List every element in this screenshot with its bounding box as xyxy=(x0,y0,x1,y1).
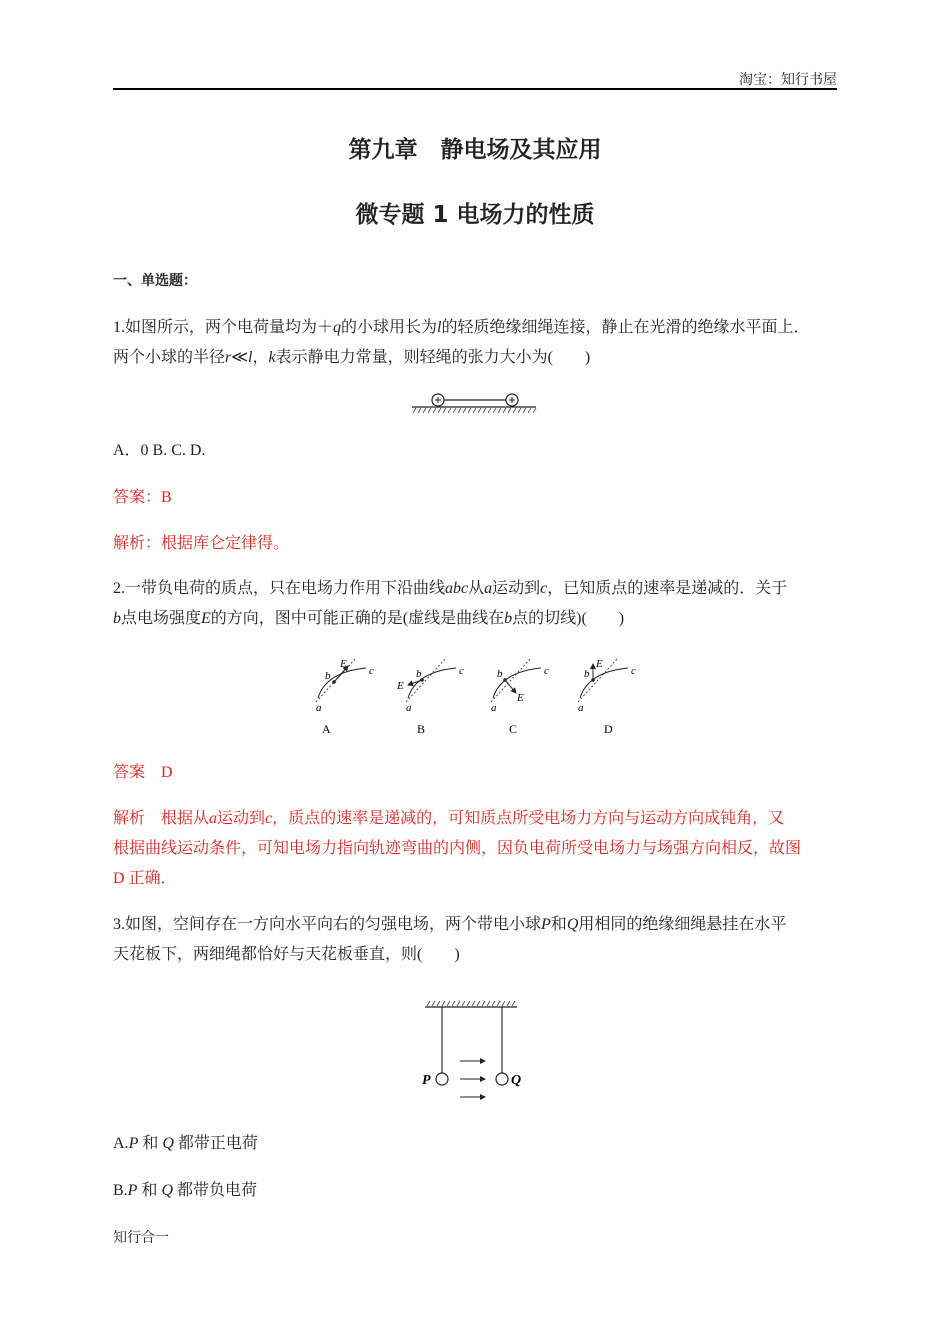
q3-field-arrows xyxy=(460,1061,485,1097)
svg-text:b: b xyxy=(416,668,422,680)
svg-text:b: b xyxy=(325,670,331,682)
q2-panel-b xyxy=(396,658,464,736)
q1-figure xyxy=(410,390,540,414)
q3-figure xyxy=(415,997,535,1107)
q2-figure xyxy=(300,650,650,742)
svg-text:E: E xyxy=(397,680,404,692)
q1-stem: 1.如图所示，两个电荷量均为＋q的小球用长为l的轻质绝缘细绳连接，静止在光滑的绝缘水平面上． 两个小球的半径r≪l，k表示静电力常量，则轻绳的张力大小为( ) xyxy=(113,319,810,366)
header-shop: 淘宝：知行书屋 xyxy=(739,72,837,88)
q1-analysis: 解析：根据库仑定律得。 xyxy=(113,535,290,552)
svg-text:c: c xyxy=(369,665,374,677)
svg-text:A: A xyxy=(322,722,331,736)
svg-text:b: b xyxy=(584,668,590,680)
q1-answer: 答案：B xyxy=(113,489,172,506)
q3-option-b: B.P 和 Q 都带负电荷 xyxy=(113,1182,258,1199)
q2-stem: 2.一带负电荷的质点，只在电场力作用下沿曲线abc从a运动到c，已知质点的速率是递减的．关于 b点电场强度E的方向，图中可能正确的是(虚线是曲线在b点的切线)( ) xyxy=(113,580,788,627)
svg-text:E: E xyxy=(517,692,524,704)
svg-text:c: c xyxy=(544,665,549,677)
svg-text:b: b xyxy=(497,668,503,680)
svg-text:a: a xyxy=(406,702,412,714)
svg-text:a: a xyxy=(316,702,322,714)
footer-text: 知行合一 xyxy=(113,1230,169,1246)
svg-text:a: a xyxy=(578,702,584,714)
q2-panel-c xyxy=(491,658,549,736)
q2-answer: 答案 D xyxy=(113,764,173,781)
q2-panel-d xyxy=(578,658,636,736)
svg-text:c: c xyxy=(631,665,636,677)
q3-ball-p xyxy=(436,1073,448,1085)
svg-text:a: a xyxy=(491,702,497,714)
q3-ball-q xyxy=(496,1073,508,1085)
svg-text:B: B xyxy=(417,722,426,736)
topic-title: 微专题 1 电场力的性质 xyxy=(355,202,595,228)
svg-text:D: D xyxy=(604,722,613,736)
q2-panel-a xyxy=(316,658,374,736)
svg-text:E: E xyxy=(596,658,603,670)
section-heading: 一、单选题： xyxy=(113,273,197,289)
chapter-title: 第九章 静电场及其应用 xyxy=(348,137,602,163)
q1-options: A．0 B. C. D. xyxy=(113,442,206,459)
svg-text:C: C xyxy=(509,722,518,736)
header-rule xyxy=(113,88,837,90)
svg-text:Q: Q xyxy=(511,1073,522,1088)
svg-text:c: c xyxy=(459,665,464,677)
svg-text:E: E xyxy=(340,658,347,670)
svg-text:P: P xyxy=(422,1073,431,1088)
q3-stem: 3.如图，空间存在一方向水平向右的匀强电场，两个带电小球P和Q用相同的绝缘细绳悬挂在水平 天花板下，两细绳都恰好与天花板垂直，则( ) xyxy=(113,916,787,963)
q3-option-a: A.P 和 Q 都带正电荷 xyxy=(113,1135,258,1152)
q2-analysis: 解析 根据从a运动到c，质点的速率是递减的，可知质点所受电场力方向与运动方向成钝角，又 根据曲线运动条件，可知电场力指向轨迹弯曲的内侧，因负电荷所受电场力与场强方向相反，故图 D 正确． xyxy=(113,810,802,887)
